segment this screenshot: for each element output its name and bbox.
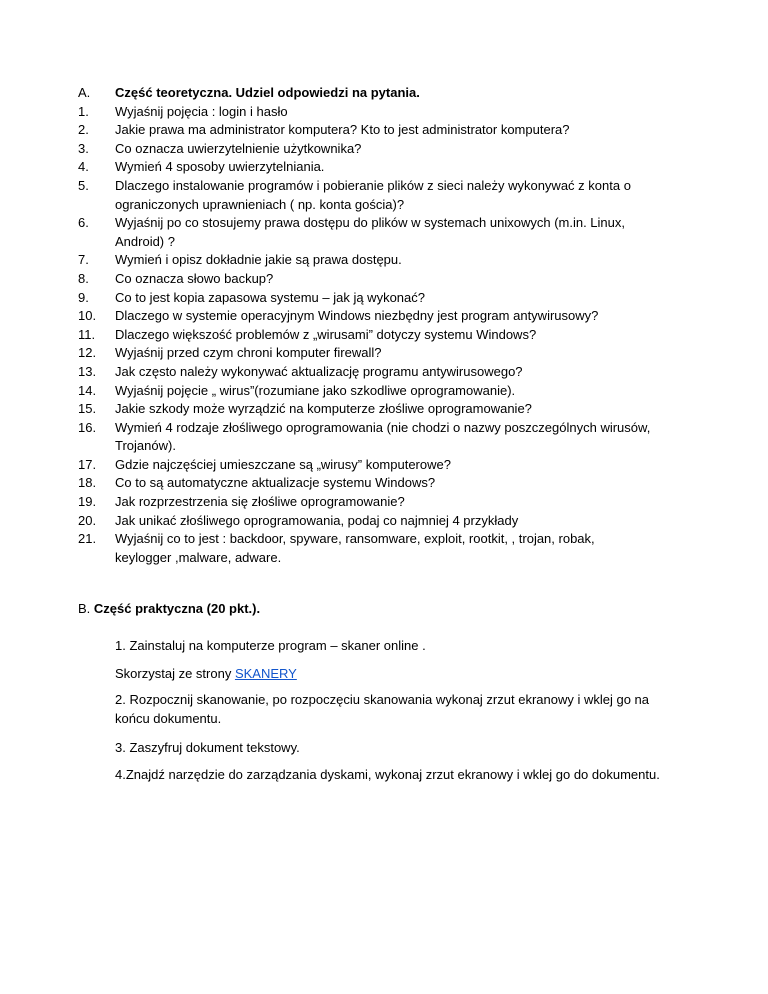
question-number: 2. xyxy=(78,122,89,138)
question-item xyxy=(78,344,688,363)
question-number: 15. xyxy=(78,401,97,417)
section-b-heading xyxy=(78,600,260,618)
question-list xyxy=(78,103,688,568)
question-number: 14. xyxy=(78,382,97,398)
question-text: Wyjaśnij przed czym chroni komputer firewall? xyxy=(115,345,382,361)
question-item xyxy=(78,326,688,345)
question-number: 1. xyxy=(78,103,89,119)
question-number: 8. xyxy=(78,270,89,286)
question-text: Dlaczego instalowanie programów i pobieranie plików z sieci należy wykonywać z konta o xyxy=(115,177,631,193)
question-text: Jakie prawa ma administrator komputera? Kto to jest administrator komputera? xyxy=(115,122,570,138)
question-item xyxy=(78,400,688,419)
question-number xyxy=(78,233,115,252)
question-number: 7. xyxy=(78,252,89,268)
link-prefix: Skorzystaj ze strony xyxy=(115,666,235,681)
question-text: Co oznacza słowo backup? xyxy=(115,270,274,286)
question-number: 4. xyxy=(78,159,89,175)
question-item-continuation xyxy=(78,233,688,252)
question-item xyxy=(78,512,688,531)
question-number: 12. xyxy=(78,345,97,361)
question-item xyxy=(78,474,688,493)
question-item xyxy=(78,140,688,159)
question-item xyxy=(78,493,688,512)
question-item-continuation xyxy=(78,549,688,568)
question-text: Dlaczego większość problemów z „wirusami” dotyczy systemu Windows? xyxy=(115,326,537,342)
question-item xyxy=(78,270,688,289)
practical-item-4: 4.Znajdź narzędzie do zarządzania dyskami, wykonaj zrzut ekranowy i wklej go do dokumentu. xyxy=(115,767,660,782)
question-number: 19. xyxy=(78,494,97,510)
question-text: Co oznacza uwierzytelnienie użytkownika? xyxy=(115,140,362,156)
question-text: Jakie szkody może wyrządzić na komputerze złośliwe oprogramowanie? xyxy=(115,401,532,417)
question-text: Android) ? xyxy=(115,233,175,249)
question-item xyxy=(78,289,688,308)
question-text: Dlaczego w systemie operacyjnym Windows niezbędny jest program antywirusowy? xyxy=(115,308,599,324)
question-item xyxy=(78,363,688,382)
practical-item-2-line-1: 2. Rozpocznij skanowanie, po rozpoczęciu skanowania wykonaj zrzut ekranowy i wklej go na xyxy=(115,692,649,707)
question-text: Co to jest kopia zapasowa systemu – jak ją wykonać? xyxy=(115,289,425,305)
question-number: 5. xyxy=(78,177,89,193)
section-a-heading xyxy=(78,84,688,103)
question-number: 18. xyxy=(78,475,97,491)
question-number: 10. xyxy=(78,308,97,324)
question-number: 11. xyxy=(78,326,96,342)
question-number xyxy=(78,549,115,568)
question-number xyxy=(78,196,115,215)
question-text: Wyjaśnij co to jest : backdoor, spyware, ransomware, exploit, rootkit, , trojan, robak, xyxy=(115,531,595,547)
question-text: Wyjaśnij pojęcia : login i hasło xyxy=(115,103,288,119)
question-item xyxy=(78,177,688,196)
skanery-link[interactable]: SKANERY xyxy=(234,666,297,681)
question-item xyxy=(78,214,688,233)
practical-link-line xyxy=(115,664,675,683)
question-text: Trojanów). xyxy=(115,438,176,454)
section-b-marker: B. xyxy=(78,601,91,616)
question-text: ograniczonych uprawnieniach ( np. konta gościa)? xyxy=(115,196,405,212)
question-item xyxy=(78,251,688,270)
practical-item-2 xyxy=(115,690,675,728)
question-number: 21. xyxy=(78,531,97,547)
question-number: 16. xyxy=(78,419,97,435)
question-text: Gdzie najczęściej umieszczane są „wirusy” komputerowe? xyxy=(115,456,451,472)
question-item xyxy=(78,103,688,122)
section-a-title: Część teoretyczna. Udziel odpowiedzi na pytania. xyxy=(115,85,420,100)
question-number: 17. xyxy=(78,456,97,472)
question-text: Jak często należy wykonywać aktualizację programu antywirusowego? xyxy=(115,363,523,379)
question-item xyxy=(78,456,688,475)
question-text: Co to są automatyczne aktualizacje systemu Windows? xyxy=(115,475,436,491)
question-number xyxy=(78,437,115,456)
question-number: 6. xyxy=(78,215,89,231)
question-text: Wymień i opisz dokładnie jakie są prawa dostępu. xyxy=(115,252,402,268)
question-item xyxy=(78,307,688,326)
section-a xyxy=(78,84,688,567)
practical-item-3: 3. Zaszyfruj dokument tekstowy. xyxy=(115,740,300,755)
question-text: Jak unikać złośliwego oprogramowania, podaj co najmniej 4 przykłady xyxy=(115,512,519,528)
practical-item-1: 1. Zainstaluj na komputerze program – skaner online . xyxy=(115,638,426,653)
question-item-continuation xyxy=(78,196,688,215)
question-text: Wymień 4 sposoby uwierzytelniania. xyxy=(115,159,325,175)
question-text: keylogger ,malware, adware. xyxy=(115,549,282,565)
question-text: Wymień 4 rodzaje złośliwego oprogramowania (nie chodzi o nazwy poszczególnych wirusów, xyxy=(115,419,651,435)
question-item xyxy=(78,382,688,401)
question-number: 3. xyxy=(78,140,89,156)
question-item xyxy=(78,530,688,549)
question-number: 20. xyxy=(78,512,97,528)
question-item xyxy=(78,419,688,438)
question-number: 13. xyxy=(78,363,97,379)
question-text: Wyjaśnij po co stosujemy prawa dostępu do plików w systemach unixowych (m.in. Linux, xyxy=(115,215,625,231)
question-item xyxy=(78,121,688,140)
question-text: Wyjaśnij pojęcie „ wirus”(rozumiane jako szkodliwe oprogramowanie). xyxy=(115,382,516,398)
practical-item-2-line-2: końcu dokumentu. xyxy=(115,711,222,726)
question-number: 9. xyxy=(78,289,89,305)
section-b-title: Część praktyczna (20 pkt.). xyxy=(93,601,261,616)
question-item-continuation xyxy=(78,437,688,456)
question-item xyxy=(78,158,688,177)
section-a-marker: A. xyxy=(78,85,91,100)
question-text: Jak rozprzestrzenia się złośliwe oprogramowanie? xyxy=(115,494,405,510)
